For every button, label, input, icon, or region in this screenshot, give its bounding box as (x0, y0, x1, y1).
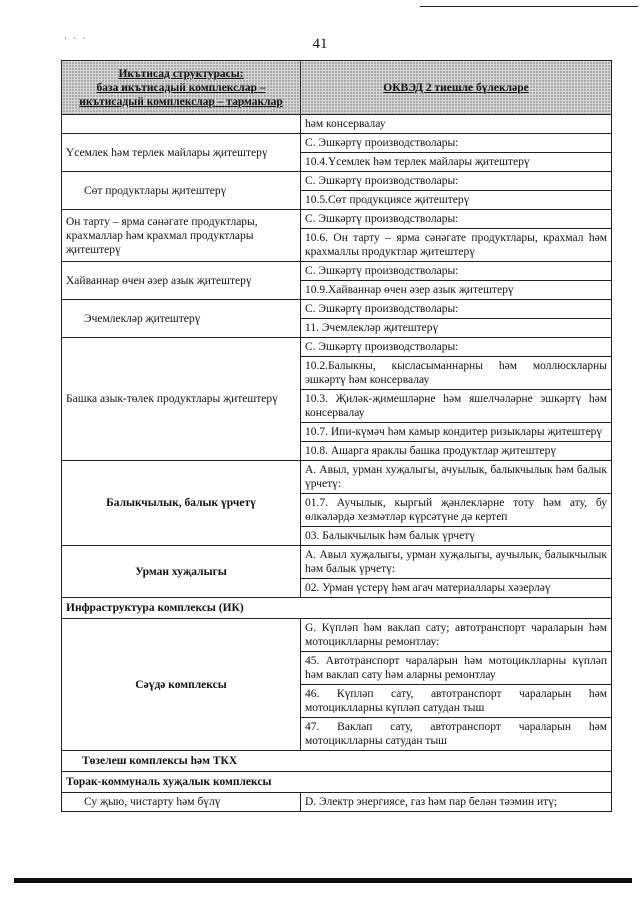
okved-line: 01.7. Аучылык, кыргый җәнлекләрне тоту һәм ату, бу өлкәләрдә хезмәтләр күрсәтүне дә кертеп (301, 493, 611, 526)
okved-cell (301, 338, 612, 461)
okved-cell (301, 546, 612, 598)
section-row-construction (62, 751, 612, 772)
header-line: Икътисад структурасы: (118, 67, 244, 80)
industry-cell: Сәүдә комплексы (62, 619, 301, 751)
okved-line: А. Авыл, урман хуҗалыгы, ачуылык, балыкчылык һәм балык үрчетү: (305, 464, 607, 490)
okved-line: G. Күпләп һәм ваклап сату; автотранспорт чараларын һәм мотоциклларны ремонтлау: (305, 622, 607, 648)
okved-line: 10.4.Үсемлек һәм терлек майлары җитештерү (301, 152, 611, 171)
okved-cell (301, 210, 612, 262)
industry-cell: Хайваннар өчен әзер азык җитештерү (62, 262, 301, 300)
table-body (62, 115, 612, 812)
okved-cell (301, 619, 612, 751)
okved-cell (301, 461, 612, 546)
table-row (62, 172, 612, 210)
okved-line: С. Эшкәртү производстволары: (305, 265, 459, 277)
table-row (62, 793, 612, 812)
industry-cell: Үсемлек һәм терлек майлары җитештерү (62, 134, 301, 172)
okved-line: 02. Урман үстерү һәм агач материаллары хәзерләү (301, 578, 611, 597)
table-header-row (62, 61, 612, 115)
okved-cell (301, 115, 612, 134)
section-label: Инфраструктура комплексы (ИК) (62, 598, 612, 619)
okved-cell (301, 134, 612, 172)
okved-line: 45. Автотранспорт чараларын һәм мотоциклларны күпләп һәм ваклап сату һәм аларны ремонтлау (301, 651, 611, 684)
okved-line: 03. Балыкчылык һәм балык үрчетү (301, 526, 611, 545)
okved-line: 10.2.Балыкны, кысласыманнарны һәм моллюскларны эшкәртү һәм консервалау (301, 356, 611, 389)
industry-cell: Урман хуҗалыгы (62, 546, 301, 598)
okved-cell (301, 172, 612, 210)
okved-line: 10.5.Сөт продукциясе җитештерү (301, 190, 611, 209)
section-label: Торак-коммуналь хуҗалык комплексы (62, 772, 612, 793)
industry-cell: Су җыю, чистарту һәм бүлү (62, 793, 301, 812)
okved-line: 10.9.Хайваннар өчен әзер азык җитештерү (301, 280, 611, 299)
okved-cell (301, 300, 612, 338)
industry-cell: Башка азык-төлек продуктлары җитештерү (62, 338, 301, 461)
industry-cell: Сөт продуктлары җитештерү (62, 172, 301, 210)
header-structure (62, 61, 301, 115)
scan-artifact: · · · (64, 33, 88, 43)
okved-line: һәм консервалау (305, 118, 386, 130)
section-row-infrastructure (62, 598, 612, 619)
industry-cell (62, 115, 301, 134)
top-border-line (420, 6, 638, 7)
header-line: икътисадый комплекслар – тармаклар (79, 95, 283, 108)
okved-line: С. Эшкәртү производстволары: (305, 213, 459, 225)
table-row (62, 461, 612, 546)
okved-line: С. Эшкәртү производстволары: (305, 175, 459, 187)
okved-cell (301, 793, 612, 812)
section-row-housing (62, 772, 612, 793)
table-row (62, 300, 612, 338)
industry-cell: Эчемлекләр җитештерү (62, 300, 301, 338)
bottom-scan-bar (14, 878, 632, 883)
table-row (62, 210, 612, 262)
table-row (62, 338, 612, 461)
okved-line: 10.6. Он тарту – ярма сәнәгате продуктлары, крахмал һәм крахмаллы продуктлар җитештерү (301, 228, 611, 261)
industry-cell: Он тарту – ярма сәнәгате продуктлары, крахмаллар һәм крахмал продуктлары җитештерү (62, 210, 301, 262)
header-line: база икътисадый комплекслар – (96, 81, 266, 94)
okved-line: 10.8. Ашарга яраклы башка продуктлар җитештерү (301, 441, 611, 460)
table-row (62, 115, 612, 134)
page-number: 41 (312, 36, 328, 52)
okved-line: D. Электр энергиясе, газ һәм пар белән тәэмин итү; (305, 796, 558, 808)
okved-line: С. Эшкәртү производстволары: (305, 137, 459, 149)
okved-line: 11. Эчемлекләр җитештерү (301, 318, 611, 337)
section-label: Төзелеш комплексы һәм ТКХ (62, 751, 612, 772)
okved-line: 10.3. Җиләк-җимешләрне һәм яшелчәләрне эшкәртү һәм консервалау (301, 389, 611, 422)
okved-table (61, 60, 612, 812)
table-row (62, 619, 612, 751)
okved-line: С. Эшкәртү производстволары: (305, 341, 459, 353)
okved-line: 46. Күпләп сату, автотранспорт чараларын һәм мотоциклларны күпләп сатудан тыш (301, 684, 611, 717)
okved-line: 47. Ваклап сату, автотранспорт чараларын һәм мотоциклларны сатудан тыш (301, 717, 611, 750)
okved-cell (301, 262, 612, 300)
industry-cell: Балыкчылык, балык үрчетү (62, 461, 301, 546)
header-okved: ОКВЭД 2 тиешле бүлекләре (301, 61, 612, 115)
okved-line: А. Авыл хуҗалыгы, урман хуҗалыгы, аучылык, балыкчылык һәм балык үрчетү: (305, 549, 607, 575)
okved-line: 10.7. Ипи-күмәч һәм камыр кондитер ризыклары җитештерү (301, 422, 611, 441)
table-row (62, 262, 612, 300)
table-row (62, 134, 612, 172)
okved-line: С. Эшкәртү производстволары: (305, 303, 459, 315)
table-row (62, 546, 612, 598)
